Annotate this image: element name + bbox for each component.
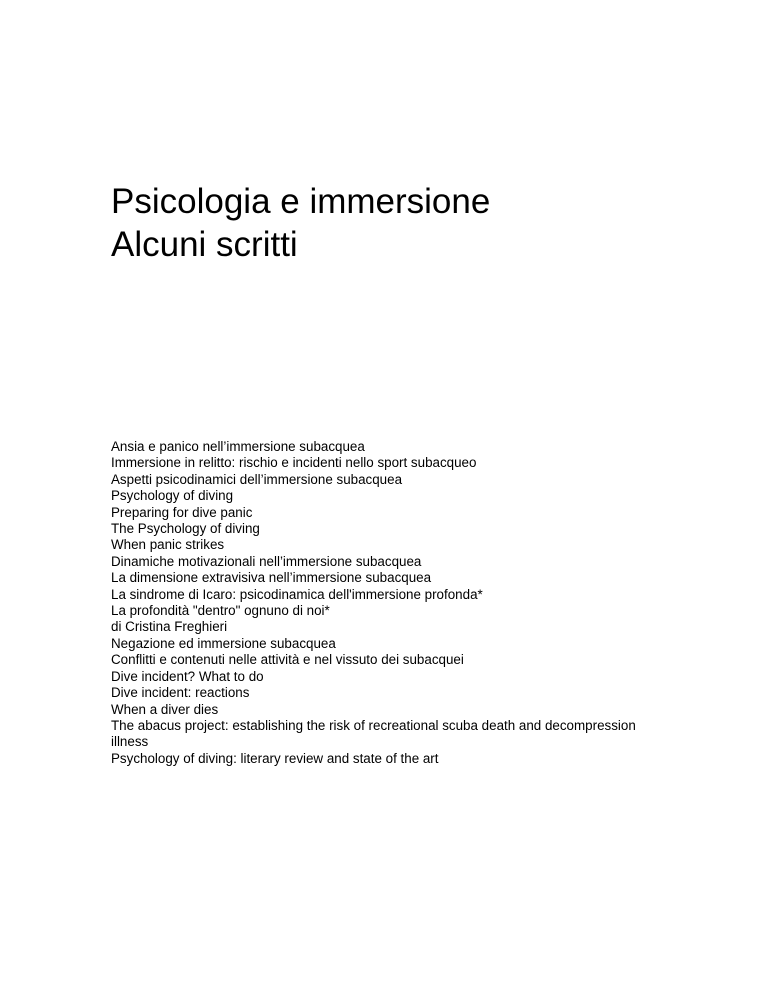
contents-item: Negazione ed immersione subacquea	[111, 635, 336, 651]
contents-item: Ansia e panico nell’immersione subacquea	[111, 439, 365, 454]
contents-item: Dive incident? What to do	[111, 668, 264, 684]
contents-item: La sindrome di Icaro: psicodinamica dell'immersione profonda*	[111, 586, 483, 602]
contents-item: The Psychology of diving	[111, 521, 260, 537]
contents-item: Psychology of diving	[111, 488, 234, 504]
contents-list	[111, 439, 651, 767]
contents-item: La profondità "dentro" ognuno di noi*	[111, 603, 330, 619]
contents-item: The abacus project: establishing the risk of recreational scuba death and decompression illness	[111, 717, 636, 750]
contents-item: La dimensione extravisiva nell’immersione subacquea	[111, 570, 432, 586]
contents-item: When a diver dies	[111, 701, 219, 717]
contents-item: Psychology of diving: literary review and state of the art	[111, 750, 439, 766]
contents-item: Dinamiche motivazionali nell’immersione subacquea	[111, 553, 422, 569]
contents-item: Dive incident: reactions	[111, 685, 250, 701]
contents-item: When panic strikes	[111, 537, 225, 553]
contents-item: Immersione in relitto: rischio e incidenti nello sport subacqueo	[111, 455, 477, 471]
title-line-main: Psicologia e immersione	[111, 182, 491, 221]
title-line-subtitle: Alcuni scritti	[111, 225, 298, 264]
contents-item: Aspetti psicodinamici dell’immersione subacquea	[111, 471, 403, 487]
contents-item: Conflitti e contenuti nelle attività e nel vissuto dei subacquei	[111, 652, 464, 668]
contents-item-author: di Cristina Freghieri	[111, 619, 228, 635]
contents-item: Preparing for dive panic	[111, 504, 253, 520]
document-title	[111, 180, 671, 266]
